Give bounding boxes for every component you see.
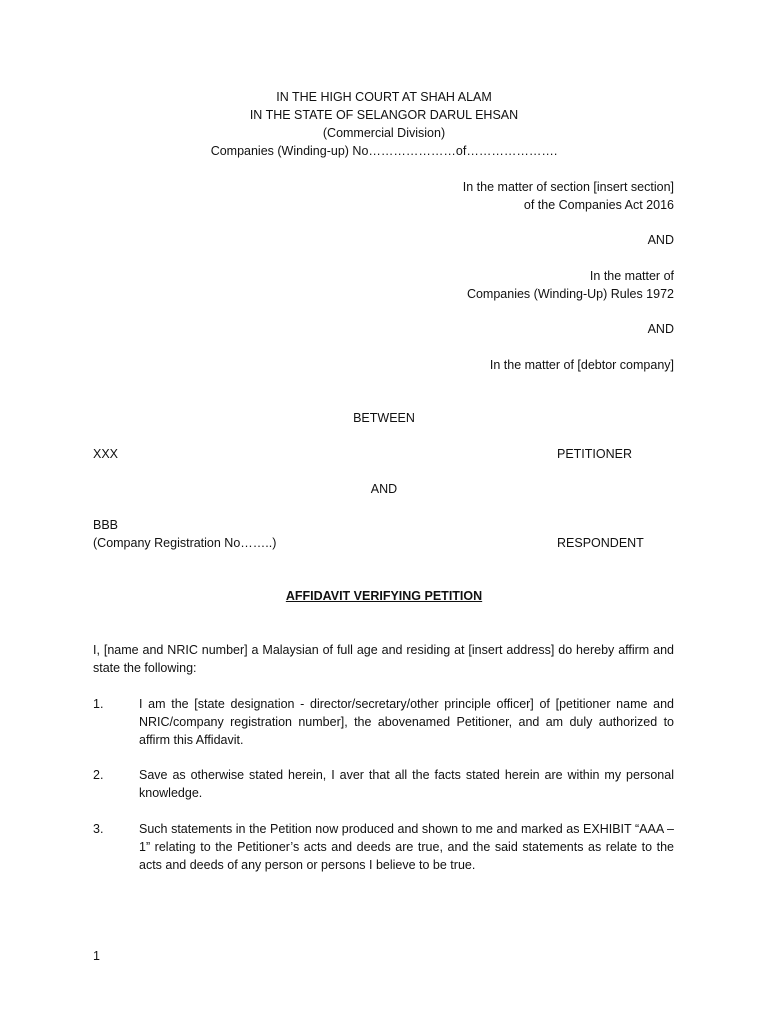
case-number: Companies (Winding-up) No…………………of………………….: [210, 144, 558, 158]
item-number: 1.: [93, 697, 104, 711]
division-heading: (Commercial Division): [322, 126, 446, 140]
matter-rules-line2: Companies (Winding-Up) Rules 1972: [466, 287, 674, 301]
item-number: 2.: [93, 768, 104, 782]
state-heading: IN THE STATE OF SELANGOR DARUL EHSAN: [249, 108, 519, 122]
petitioner-name: XXX: [93, 447, 119, 461]
petitioner-role: PETITIONER: [557, 447, 633, 461]
matter-and-2: AND: [647, 322, 674, 336]
list-item: [93, 695, 674, 749]
court-heading: IN THE HIGH COURT AT SHAH ALAM: [276, 90, 492, 104]
list-item: [93, 820, 674, 874]
page-number: 1: [93, 949, 100, 963]
matter-section-line2: of the Companies Act 2016: [523, 198, 674, 212]
item-text: Save as otherwise stated herein, I aver that all the facts stated herein are within my personal knowledge.: [139, 768, 674, 800]
respondent-registration: (Company Registration No……..): [93, 536, 277, 550]
matter-debtor: In the matter of [debtor company]: [489, 358, 674, 372]
matter-rules-line1: In the matter of: [589, 269, 674, 283]
item-text: Such statements in the Petition now produced and shown to me and marked as EXHIBIT “AAA – 1” relating to the Petitioner’s acts and deeds are true, and the said statements as relate to the acts and deeds of any person or persons I believe to be true.: [139, 822, 674, 872]
respondent-name: BBB: [93, 518, 119, 532]
between-label: BETWEEN: [353, 411, 415, 425]
matter-and-1: AND: [647, 233, 674, 247]
item-text: I am the [state designation - director/secretary/other principle officer] of [petitioner name and NRIC/company registration number], the abovenamed Petitioner, and am duly authorized to affirm this Affidavit.: [139, 697, 674, 747]
respondent-role: RESPONDENT: [557, 536, 644, 550]
matter-section-line1: In the matter of section [insert section]: [462, 180, 674, 194]
intro-paragraph: I, [name and NRIC number] a Malaysian of full age and residing at [insert address] do hereby affirm and state the following:: [93, 643, 674, 675]
affidavit-title: AFFIDAVIT VERIFYING PETITION: [285, 589, 483, 603]
parties-and: AND: [370, 482, 398, 496]
list-item: [93, 766, 674, 802]
item-number: 3.: [93, 822, 104, 836]
